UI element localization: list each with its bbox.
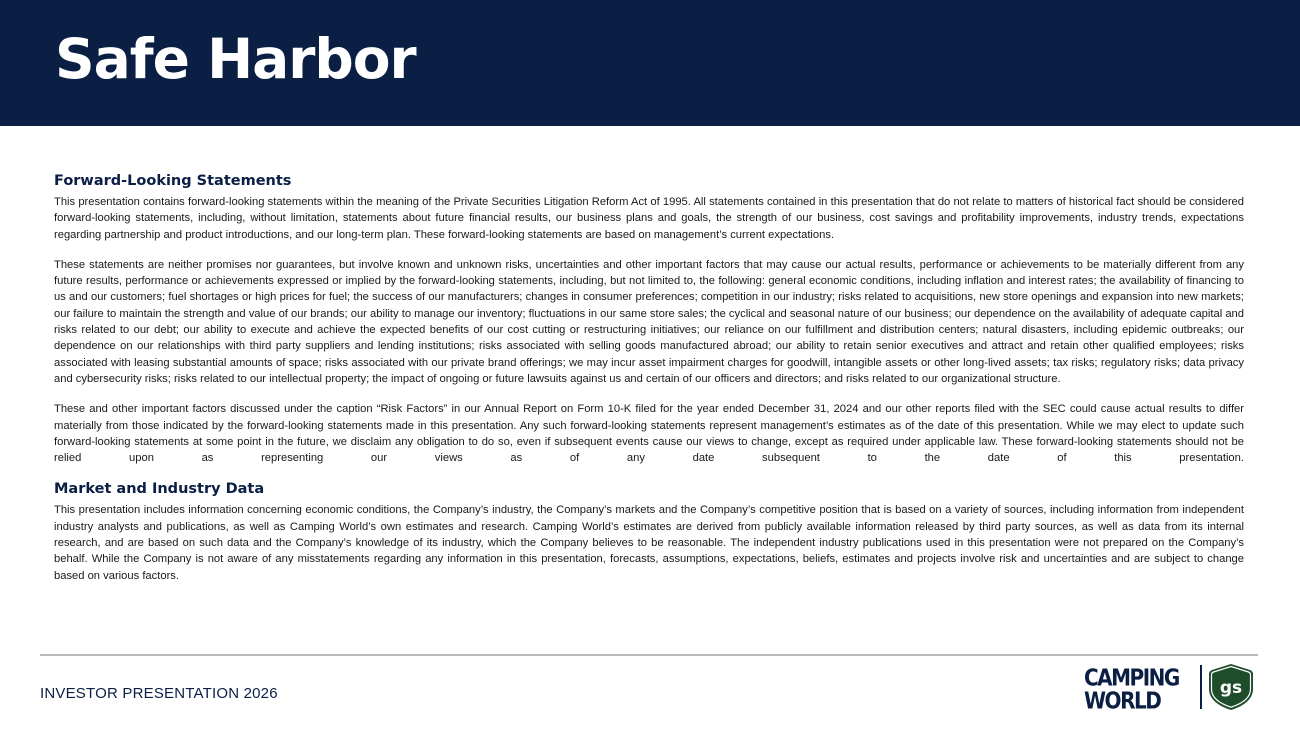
badge-text: gs	[1219, 678, 1243, 698]
section-heading-forward-looking: Forward-Looking Statements	[54, 173, 292, 189]
good-sam-shield-icon	[1208, 663, 1254, 711]
logo-wordmark-line2: WORLD	[1084, 686, 1161, 715]
paragraph-forward-looking-2: These statements are neither promises nor guarantees, but involve known and unknown risks, uncertainties and other important factors that may cause our actual results, performance or achievements to be materially different from any future results, performance or achievements expressed or implied by the forward-looking statements, including, but not limited to, the following: general economic conditions, including inflation and interest rates; the availability of financing to us and our customers; fuel shortages or high prices for fuel; the success of our manufacturers; changes in consumer preferences; competition in our industry; risks related to acquisitions, new store openings and expansion into new markets; our failure to maintain the strength and value of our brands; our ability to manage our inventory; fluctuations in our same store sales; the cyclical and seasonal nature of our business; our dependence on the availability of adequate capital and risks related to our debt; our ability to execute and achieve the expected benefits of our cost cutting or restructuring initiatives; our reliance on our fulfillment and distribution centers; natural disasters, including epidemic outbreaks; our dependence on our relationships with third party suppliers and lending institutions; risks associated with selling goods manufactured abroad; our ability to retain senior executives and attract and retain other qualified employees; risks associated with leasing substantial amounts of space; risks associated with our private brand offerings; we may incur asset impairment charges for goodwill, intangible assets or other long-lived assets; tax risks; regulatory risks; data privacy and cybersecurity risks; risks related to our intellectual property; the impact of ongoing or future lawsuits against us and certain of our officers and directors; and risks related to our organizational structure.	[54, 258, 1244, 385]
section-heading-market-data: Market and Industry Data	[54, 481, 265, 498]
title-band	[0, 0, 1300, 126]
footer-label: INVESTOR PRESENTATION 2026	[40, 685, 278, 702]
safe-harbor-content	[54, 172, 1244, 598]
paragraph-market-data: This presentation includes information concerning economic conditions, the Company’s industry, the Company’s markets and the Company’s competitive position that is based on a variety of sources, including information from independent industry analysts and publications, as well as Camping World’s own estimates and research. Camping World’s estimates are derived from publicly available information released by third party sources, as well as data from its internal research, and are based on such data and the Company’s knowledge of its industry, which the Company believes to be reasonable. The independent industry publications used in this presentation were not prepared on the Company’s behalf. While the Company is not aware of any misstatements regarding any information in this presentation, forecasts, assumptions, expectations, beliefs, estimates and projects involve risk and uncertainties and are subject to change based on various factors.	[54, 504, 1244, 582]
paragraph-forward-looking-1: This presentation contains forward-looking statements within the meaning of the Private Securities Litigation Reform Act of 1995. All statements contained in this presentation that do not relate to matters of historical fact should be considered forward-looking statements, including, without limitation, statements about future financial results, our business plans and goals, the strength of our business, cost savings and profitability improvements, industry trends, expectations regarding partnership and product introductions, and our long-term plan. These forward-looking statements are based on management’s current expectations.	[54, 196, 1244, 241]
footer-divider	[40, 654, 1258, 656]
paragraph-forward-looking-3: These and other important factors discussed under the caption “Risk Factors” in our Annual Report on Form 10-K filed for the year ended December 31, 2024 and our other reports filed with the SEC could cause actual results to differ materially from those indicated by the forward-looking statements made in this presentation. Any such forward-looking statements represent management’s estimates as of the date of this presentation. While we may elect to update such forward-looking statements at some point in the future, we disclaim any obligation to do so, even if subsequent events cause our views to change, except as required under applicable law. These forward-looking statements should not be relied upon as representing our views as of any date subsequent to the date of this presentation.	[54, 403, 1244, 465]
camping-world-logo	[1084, 663, 1254, 715]
logo-wordmark-line1: CAMPING	[1084, 663, 1179, 692]
slide-title: Safe Harbor	[55, 27, 416, 91]
logo-divider	[1200, 665, 1202, 709]
